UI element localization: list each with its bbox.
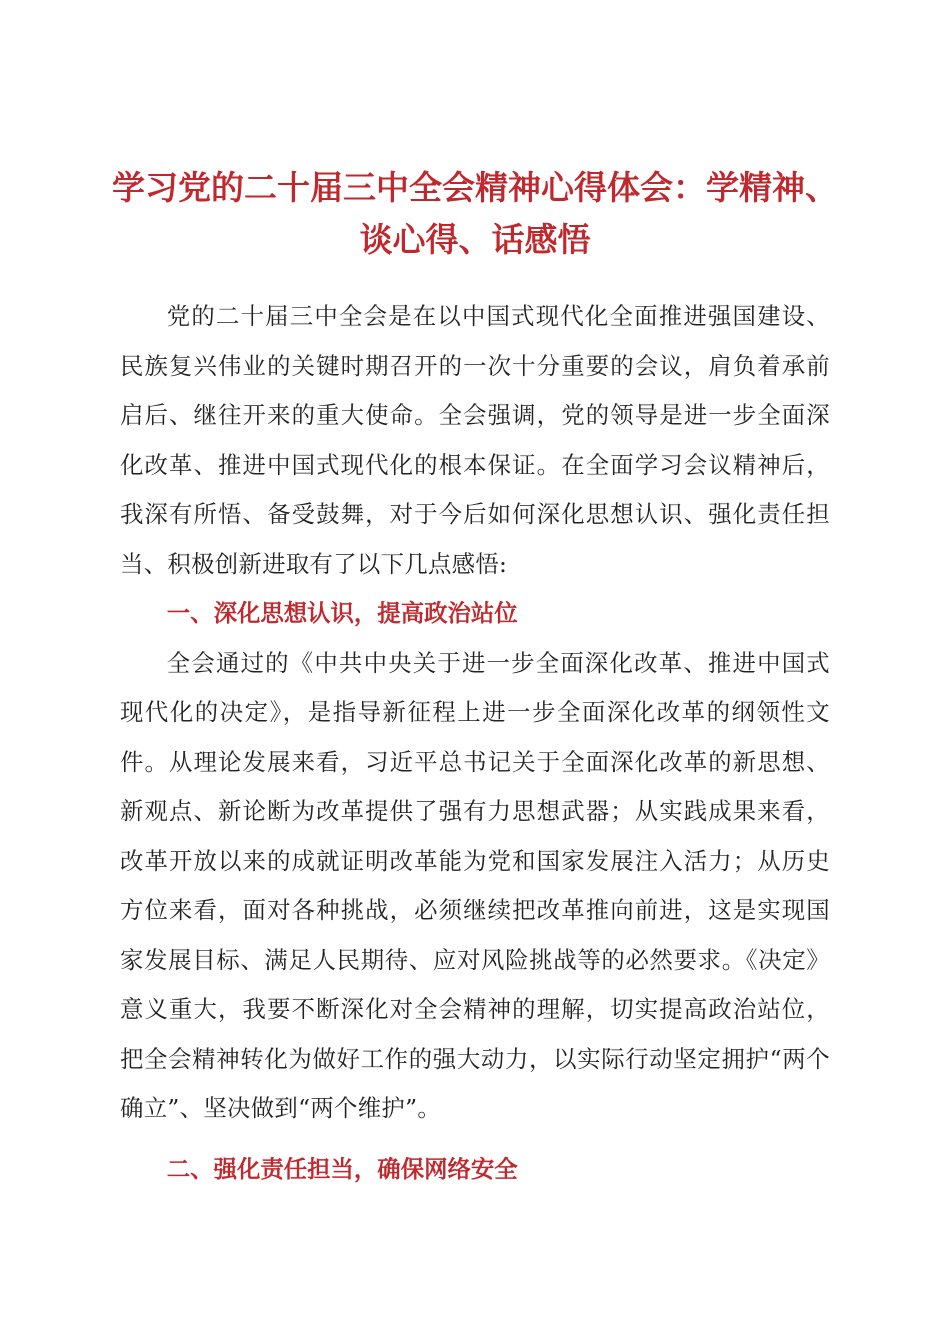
document-title: 学习党的二十届三中全会精神心得体会：学精神、谈心得、话感悟: [112, 168, 838, 259]
section-heading-2: 二、强化责任担当，确保网络安全: [166, 1154, 518, 1183]
document-body: [120, 292, 830, 1194]
intro-paragraph: 党的二十届三中全会是在以中国式现代化全面推进强国建设、民族复兴伟业的关键时期召开的一次十分重要的会议，肩负着承前启后、继往开来的重大使命。全会强调，党的领导是进一步全面深化改革、推进中国式现代化的根本保证。在全面学习会议精神后，我深有所悟、备受鼓舞，对于今后如何深化思想认识、强化责任担当、积极创新进取有了以下几点感悟:: [120, 302, 830, 578]
section-paragraph-1: 全会通过的《中共中央关于进一步全面深化改革、推进中国式现代化的决定》，是指导新征程上进一步全面深化改革的纲领性文件。从理论发展来看，习近平总书记关于全面深化改革的新思想、新观点、新论断为改革提供了强有力思想武器；从实践成果来看，改革开放以来的成就证明改革能为党和国家发展注入活力；从历史方位来看，面对各种挑战，必须继续把改革推向前进，这是实现国家发展目标、满足人民期待、应对风险挑战等的必然要求。《决定》意义重大，我要不断深化对全会精神的理解，切实提高政治站位，把全会精神转化为做好工作的强大动力，以实际行动坚定拥护“两个确立”、坚决做到“两个维护”。: [120, 648, 830, 1122]
section-heading-1: 一、深化思想认识，提高政治站位: [166, 599, 518, 627]
